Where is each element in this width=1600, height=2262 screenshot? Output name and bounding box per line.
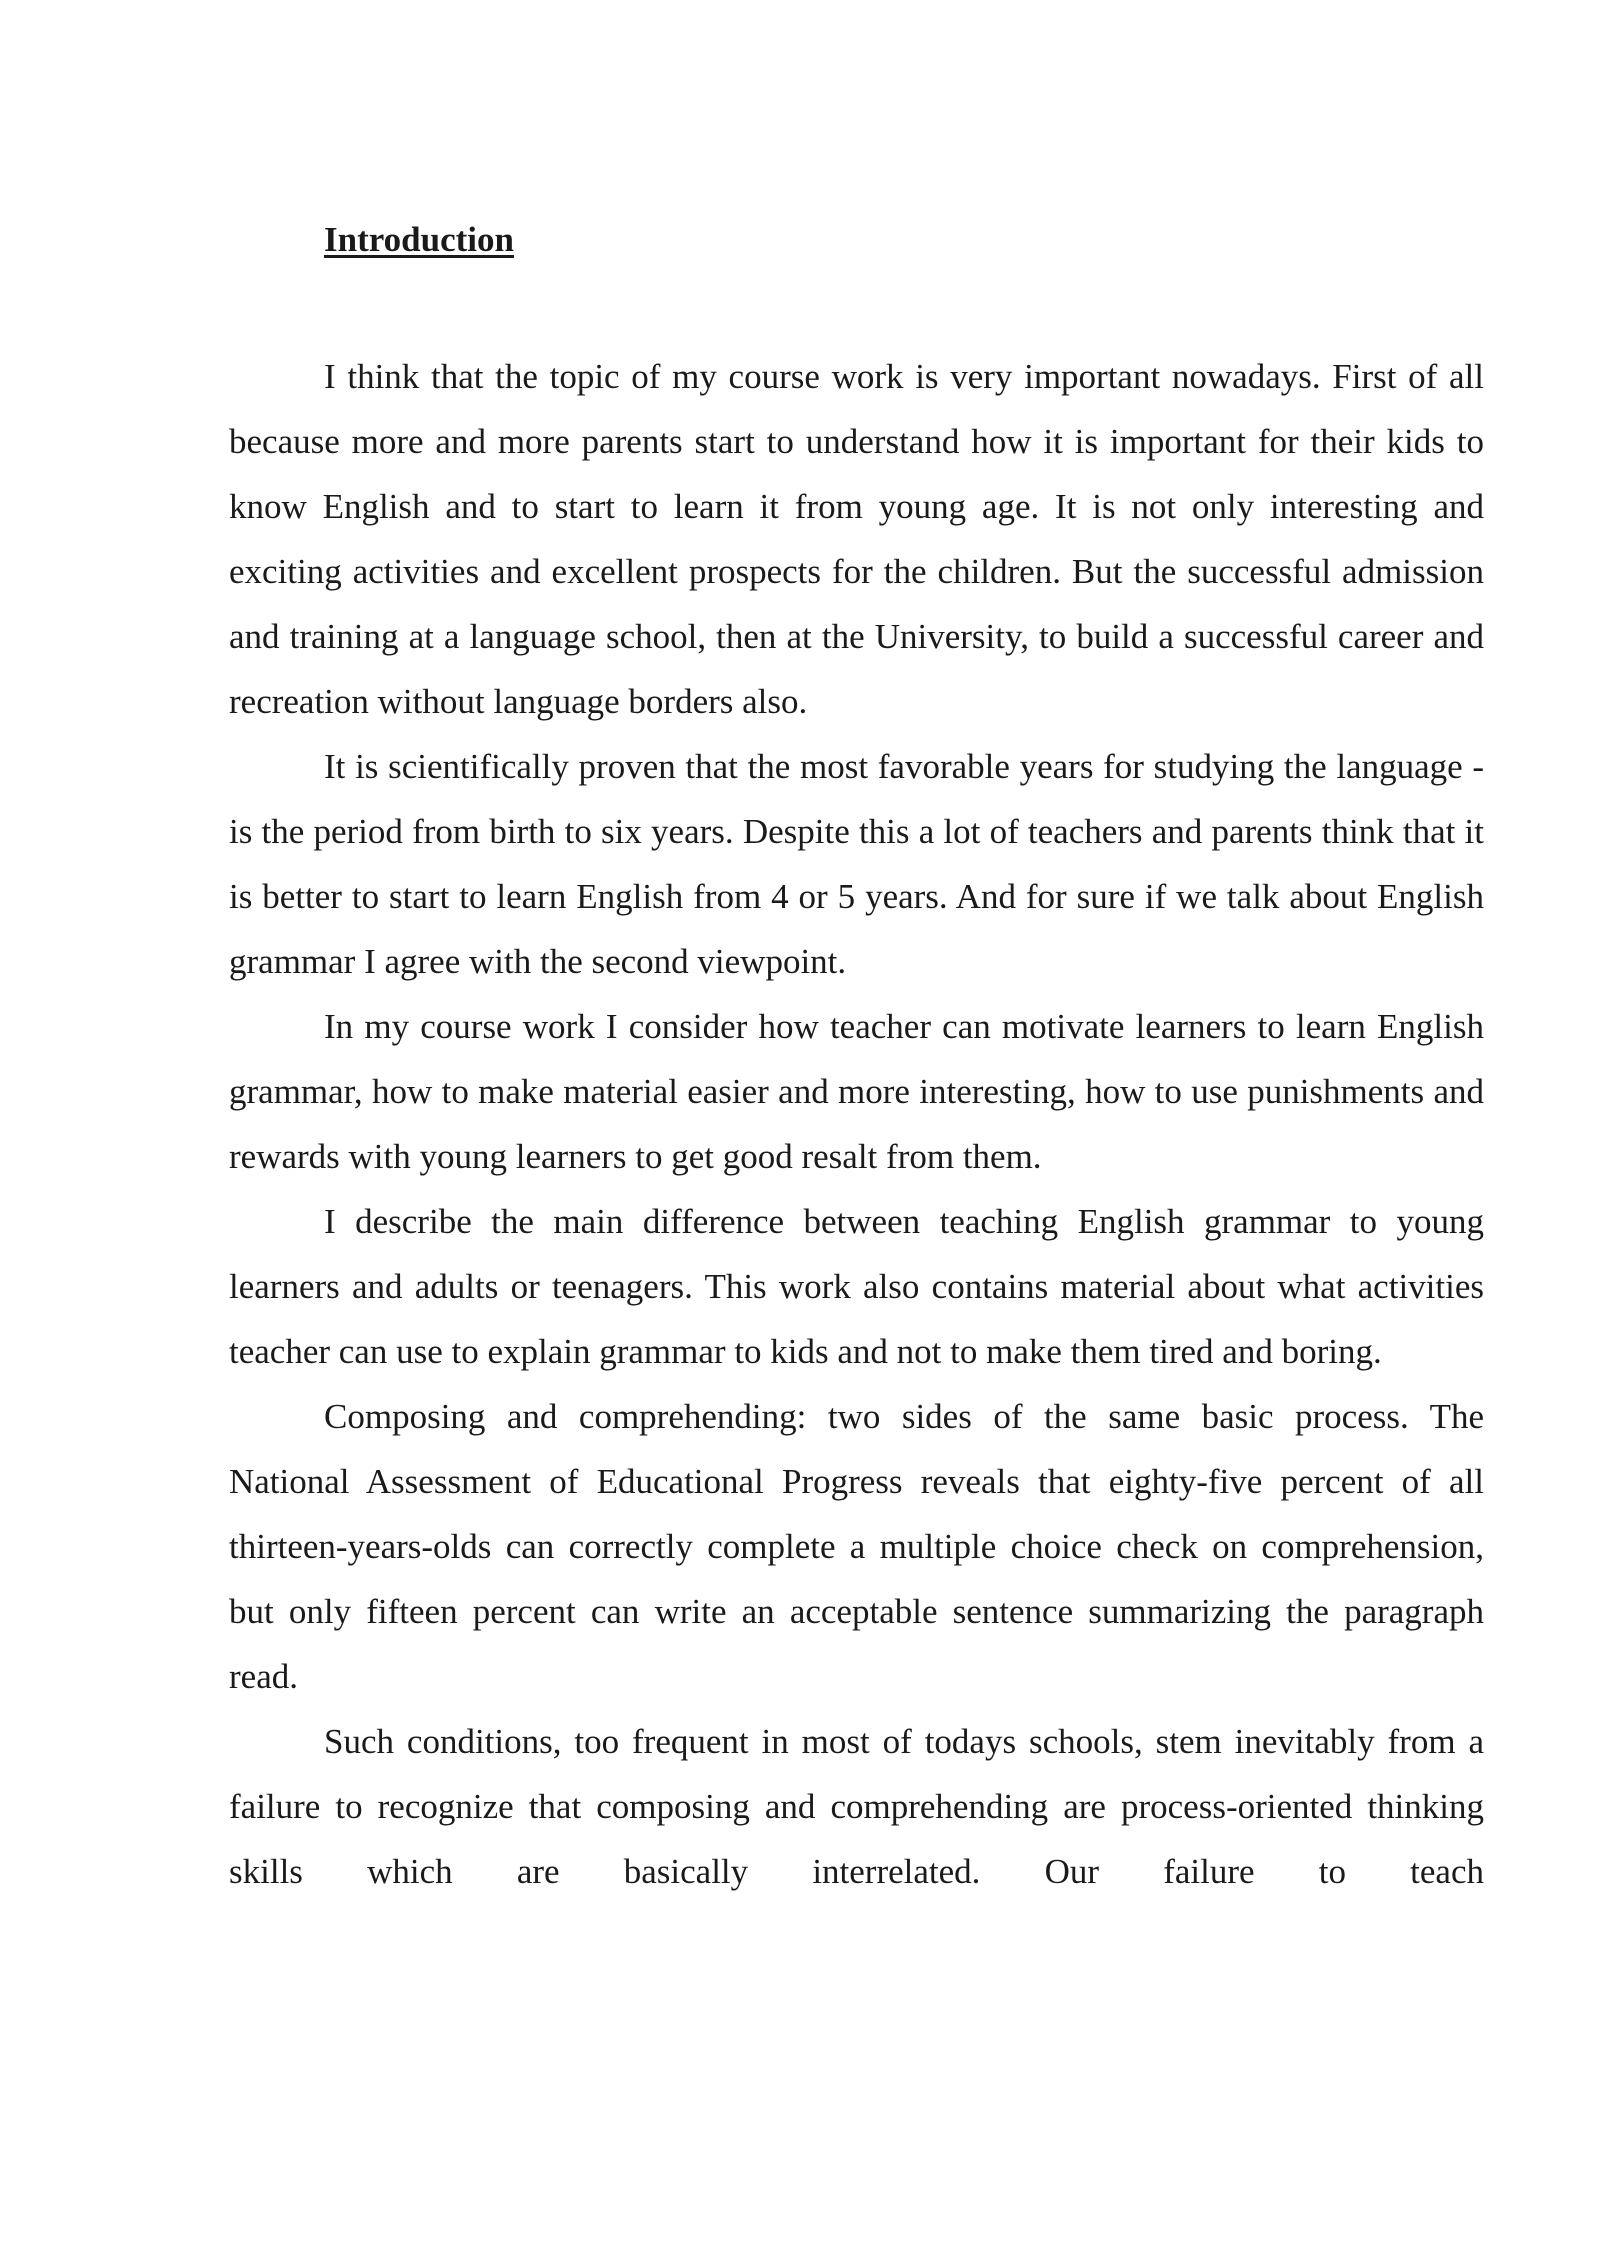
paragraph: I describe the main difference between teaching English grammar to young learners and adults or teenagers. This work also contains material about what activities teacher can use to explain grammar to kids and not to make them tired and boring. [229, 1202, 1484, 1371]
paragraph: Composing and comprehending: two sides of the same basic process. The National Assessment of Educational Progress reveals that eighty-five percent of all thirteen-years-olds can correctly complete a multiple choice check on comprehension, but only fifteen percent can write an acceptable sentence summarizing the paragraph read. [229, 1397, 1484, 1696]
paragraph: Such conditions, too frequent in most of todays schools, stem inevitably from a failure to recognize that composing and comprehending are process-oriented thinking skills which are basically interrelated. Our failure to teach [229, 1722, 1484, 1891]
paragraph: It is scientifically proven that the most favorable years for studying the language - is the period from birth to six years. Despite this a lot of teachers and parents think that it is better to start to learn English from 4 or 5 years. And for sure if we talk about English grammar I agree with the second viewpoint. [229, 747, 1484, 981]
section-heading: Introduction [324, 220, 514, 259]
paragraph: I think that the topic of my course work is very important nowadays. First of all because more and more parents start to understand how it is important for their kids to know English and to start to learn it from young age. It is not only interesting and exciting activities and excellent prospects for the children. But the successful admission and training at a language school, then at the University, to build a successful career and recreation without language borders also. [229, 357, 1484, 721]
paragraph: In my course work I consider how teacher can motivate learners to learn English grammar, how to make material easier and more interesting, how to use punishments and rewards with young learners to get good resalt from them. [229, 1007, 1484, 1176]
body-text [229, 344, 1484, 1904]
document-content [229, 214, 1484, 1904]
